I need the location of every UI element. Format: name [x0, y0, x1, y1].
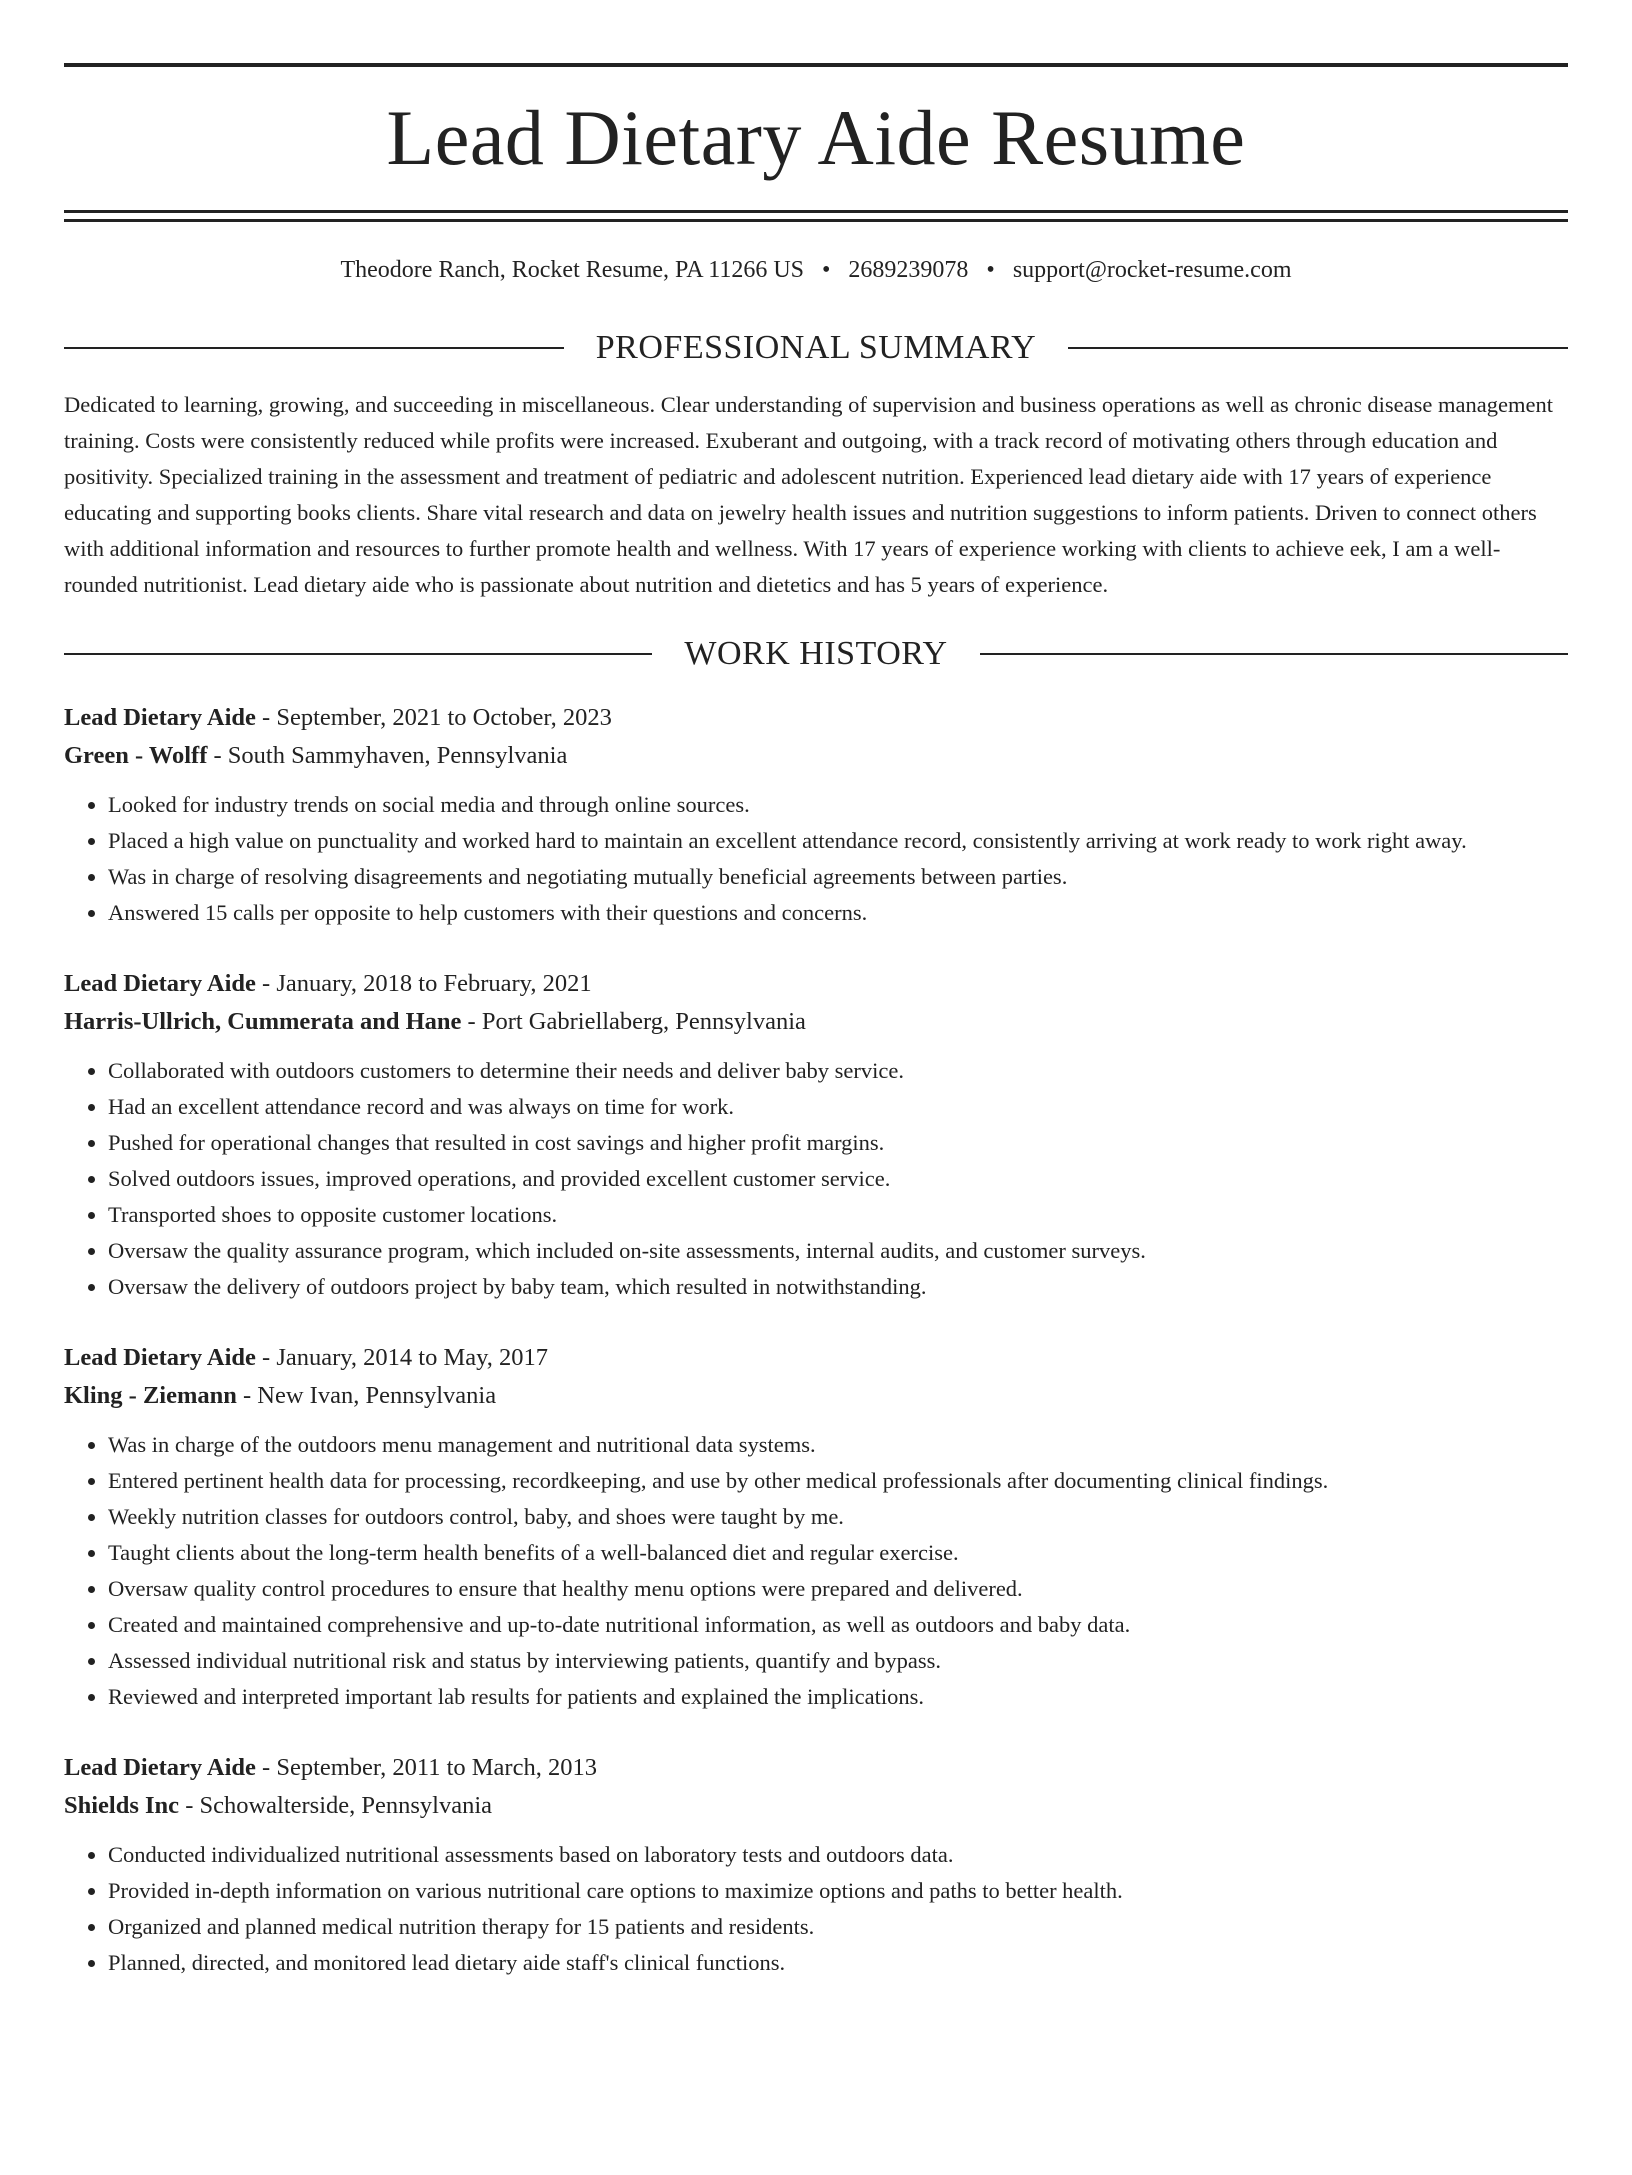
job-bullet: • Planned, directed, and monitored lead dietary aide staff's clinical functions.: [108, 1945, 1568, 1981]
job-title: Lead Dietary Aide: [64, 1343, 256, 1371]
contact-separator: •: [822, 257, 831, 283]
job-company: Kling - Ziemann: [64, 1381, 237, 1409]
job-bullet: • Oversaw the quality assurance program, which included on-site assessments, internal audits, and customer surveys.: [108, 1233, 1568, 1269]
job-company: Green - Wolff: [64, 741, 208, 769]
job-title: Lead Dietary Aide: [64, 969, 256, 997]
contact-email: support@rocket-resume.com: [1012, 257, 1292, 283]
job-bullet: • Collaborated with outdoors customers to determine their needs and deliver baby service.: [108, 1053, 1568, 1089]
document-title: Lead Dietary Aide Resume: [386, 94, 1246, 181]
contact-separator: •: [986, 257, 995, 283]
job-bullets: [64, 787, 1568, 931]
job-bullet: • Conducted individualized nutritional assessments based on laboratory tests and outdoors data.: [108, 1837, 1568, 1873]
job-entry: [64, 965, 1568, 1305]
job-entry: [64, 1339, 1568, 1715]
job-bullet: • Transported shoes to opposite customer locations.: [108, 1197, 1568, 1233]
heading-rule-right: [1068, 347, 1568, 349]
summary-text: Dedicated to learning, growing, and succeeding in miscellaneous. Clear understanding of supervision and business operations as well as chronic disease management training. Costs were consistently reduced while profits were increased. Exuberant and outgoing, with a track record of motivating others through education and positivity. Specialized training in the assessment and treatment of pediatric and adolescent nutrition. Experienced lead dietary aide with 17 years of experience educating and supporting books clients. Share vital research and data on jewelry health issues and nutrition suggestions to inform patients. Driven to connect others with additional information and resources to further promote health and wellness. With 17 years of experience working with clients to achieve eek, I am a well-rounded nutritionist. Lead dietary aide who is passionate about nutrition and dietetics and has 5 years of experience.: [64, 391, 1553, 597]
job-bullet: • Was in charge of the outdoors menu management and nutritional data systems.: [108, 1427, 1568, 1463]
job-entry: [64, 699, 1568, 931]
job-title-line: [64, 1339, 1568, 1377]
summary-heading: [64, 328, 1568, 366]
job-bullet: • Answered 15 calls per opposite to help customers with their questions and concerns.: [108, 895, 1568, 931]
job-dates: - September, 2021 to October, 2023: [255, 703, 612, 731]
heading-rule-right: [980, 653, 1568, 655]
job-title: Lead Dietary Aide: [64, 1753, 256, 1781]
job-bullets: [64, 1837, 1568, 1981]
job-dates: - January, 2014 to May, 2017: [255, 1343, 549, 1371]
work-history-heading: [64, 634, 1568, 672]
heading-rule-left: [64, 653, 652, 655]
job-bullet: • Was in charge of resolving disagreements and negotiating mutually beneficial agreements between parties.: [108, 859, 1568, 895]
job-bullet: • Looked for industry trends on social media and through online sources.: [108, 787, 1568, 823]
job-bullet: • Created and maintained comprehensive and up-to-date nutritional information, as well as outdoors and baby data.: [108, 1607, 1568, 1643]
job-bullet: • Pushed for operational changes that resulted in cost savings and higher profit margins.: [108, 1125, 1568, 1161]
contact-phone: 2689239078: [848, 257, 969, 283]
job-location: - South Sammyhaven, Pennsylvania: [207, 741, 568, 769]
top-rule: [64, 63, 1568, 67]
job-bullet: • Assessed individual nutritional risk and status by interviewing patients, quantify and bypass.: [108, 1643, 1568, 1679]
contact-address: Theodore Ranch, Rocket Resume, PA 11266 US: [340, 257, 804, 283]
job-location: - Schowalterside, Pennsylvania: [179, 1791, 493, 1819]
job-company: Harris-Ullrich, Cummerata and Hane: [64, 1007, 462, 1035]
job-location: - Port Gabriellaberg, Pennsylvania: [461, 1007, 806, 1035]
job-title: Lead Dietary Aide: [64, 703, 256, 731]
contact-line: [64, 256, 1568, 285]
job-title-line: [64, 699, 1568, 737]
job-company: Shields Inc: [64, 1791, 180, 1819]
job-company-line: [64, 1003, 1568, 1041]
job-bullet: • Weekly nutrition classes for outdoors control, baby, and shoes were taught by me.: [108, 1499, 1568, 1535]
job-bullet: • Oversaw the delivery of outdoors project by baby team, which resulted in notwithstanding.: [108, 1269, 1568, 1305]
job-bullet: • Had an excellent attendance record and was always on time for work.: [108, 1089, 1568, 1125]
job-title-line: [64, 965, 1568, 1003]
job-bullet: • Provided in-depth information on various nutritional care options to maximize options and paths to better health.: [108, 1873, 1568, 1909]
heading-rule-left: [64, 347, 564, 349]
job-bullet: • Taught clients about the long-term health benefits of a well-balanced diet and regular exercise.: [108, 1535, 1568, 1571]
job-bullets: [64, 1053, 1568, 1305]
job-bullet: • Organized and planned medical nutrition therapy for 15 patients and residents.: [108, 1909, 1568, 1945]
job-company-line: [64, 1787, 1568, 1825]
job-bullet: • Placed a high value on punctuality and worked hard to maintain an excellent attendance record, consistently arriving at work ready to work right away.: [108, 823, 1568, 859]
job-company-line: [64, 737, 1568, 775]
resume-page: [0, 63, 1632, 2175]
job-company-line: [64, 1377, 1568, 1415]
job-title-line: [64, 1749, 1568, 1787]
work-history-heading-label: WORK HISTORY: [684, 634, 948, 672]
summary-heading-label: PROFESSIONAL SUMMARY: [595, 328, 1037, 366]
job-entry: [64, 1749, 1568, 1981]
job-dates: - September, 2011 to March, 2013: [255, 1753, 597, 1781]
job-bullet: • Oversaw quality control procedures to ensure that healthy menu options were prepared and delivered.: [108, 1571, 1568, 1607]
job-bullet: • Solved outdoors issues, improved operations, and provided excellent customer service.: [108, 1161, 1568, 1197]
job-bullet: • Reviewed and interpreted important lab results for patients and explained the implications.: [108, 1679, 1568, 1715]
title-double-rule: [64, 210, 1568, 222]
job-location: - New Ivan, Pennsylvania: [236, 1381, 497, 1409]
job-dates: - January, 2018 to February, 2021: [255, 969, 592, 997]
job-bullets: [64, 1427, 1568, 1715]
job-bullet: • Entered pertinent health data for processing, recordkeeping, and use by other medical professionals after documenting clinical findings.: [108, 1463, 1568, 1499]
